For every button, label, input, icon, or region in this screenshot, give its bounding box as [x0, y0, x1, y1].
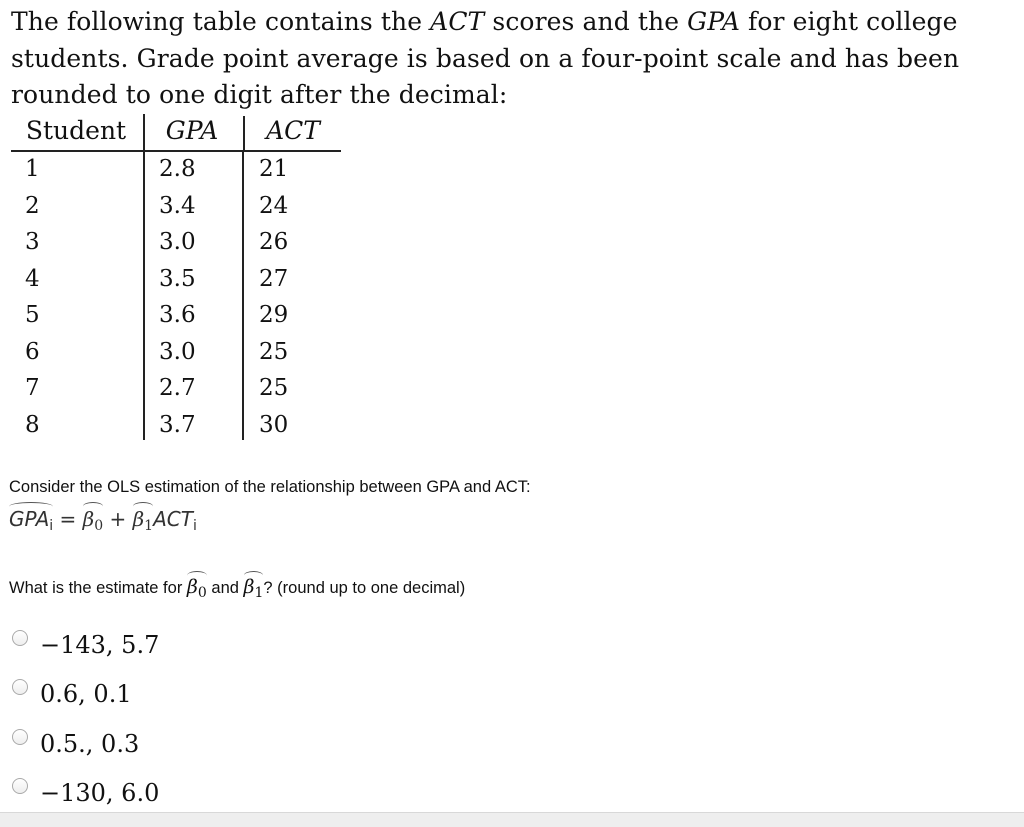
table-cell: 2	[25, 192, 40, 219]
header-gpa: GPA	[165, 116, 219, 145]
col-divider-2	[242, 150, 244, 440]
table-cell: 7	[25, 375, 40, 401]
table-cell: 3.6	[159, 302, 196, 328]
beta0-hat-inline: $\beta_0$	[186, 576, 207, 601]
table-cell: 24	[259, 192, 289, 219]
bottom-bar	[0, 812, 1024, 827]
beta0-hat: $\beta_0$	[82, 507, 104, 534]
regression-formula: $GPA_i = \beta_0 + \beta_1ACT_i$	[9, 507, 197, 534]
act-term: ACT	[430, 7, 485, 36]
answer-option-3[interactable]	[12, 729, 139, 759]
answer-label-1: −143, 5.7	[40, 631, 160, 659]
table-cell: 3.7	[159, 411, 196, 438]
table-cell: 3	[25, 229, 40, 255]
table-cell: 25	[259, 338, 289, 365]
header-student: Student	[25, 116, 127, 145]
table-cell: 1	[25, 156, 40, 182]
col-divider-1	[143, 150, 145, 440]
radio-button-2[interactable]	[12, 679, 28, 695]
radio-button-3[interactable]	[12, 729, 28, 745]
table-cell: 2.7	[159, 375, 196, 401]
table-cell: 29	[259, 302, 289, 328]
radio-button-4[interactable]	[12, 778, 28, 794]
radio-button-1[interactable]	[12, 630, 28, 646]
answer-option-2[interactable]	[12, 679, 132, 709]
table-cell: 30	[259, 411, 289, 438]
gpa-hat: $GPA_i$	[9, 507, 54, 534]
answer-option-1[interactable]	[12, 630, 159, 660]
table-cell: 26	[259, 229, 289, 255]
table-cell: 2.8	[159, 156, 196, 182]
table-cell: 3.0	[159, 229, 196, 255]
beta1-hat-inline: $\beta_1$	[243, 576, 264, 601]
table-cell: 3.4	[159, 192, 196, 219]
table-cell: 25	[259, 375, 289, 401]
problem-statement: The following table contains the ACT scores and the GPA for eight college students. Grade point average is based on a four-point scale and has been rounded to one digit after the decimal:	[11, 7, 960, 109]
table-cell: 6	[25, 338, 40, 365]
table-cell: 27	[259, 265, 289, 292]
header-col-divider-2	[243, 116, 245, 150]
answer-label-4: −130, 6.0	[40, 779, 160, 807]
table-cell: 4	[25, 265, 40, 292]
header-act: ACT	[266, 116, 320, 145]
table-cell: 8	[25, 411, 40, 438]
table-cell: 21	[259, 156, 289, 182]
table-cell: 5	[25, 302, 40, 328]
answer-label-3: 0.5., 0.3	[40, 730, 140, 758]
table-cell: 3.0	[159, 338, 196, 365]
beta1-hat: $\beta_1$	[132, 507, 154, 534]
answer-option-4[interactable]	[12, 778, 159, 808]
header-col-divider-1	[143, 114, 145, 150]
gpa-term: GPA	[687, 7, 740, 36]
table-cell: 3.5	[159, 265, 196, 292]
consider-text: Consider the OLS estimation of the relationship between GPA and ACT:	[9, 478, 531, 496]
question-text: What is the estimate for $\beta_0$ and $\beta_1$? (round up to one decimal)	[9, 576, 466, 601]
answer-label-2: 0.6, 0.1	[40, 680, 132, 708]
